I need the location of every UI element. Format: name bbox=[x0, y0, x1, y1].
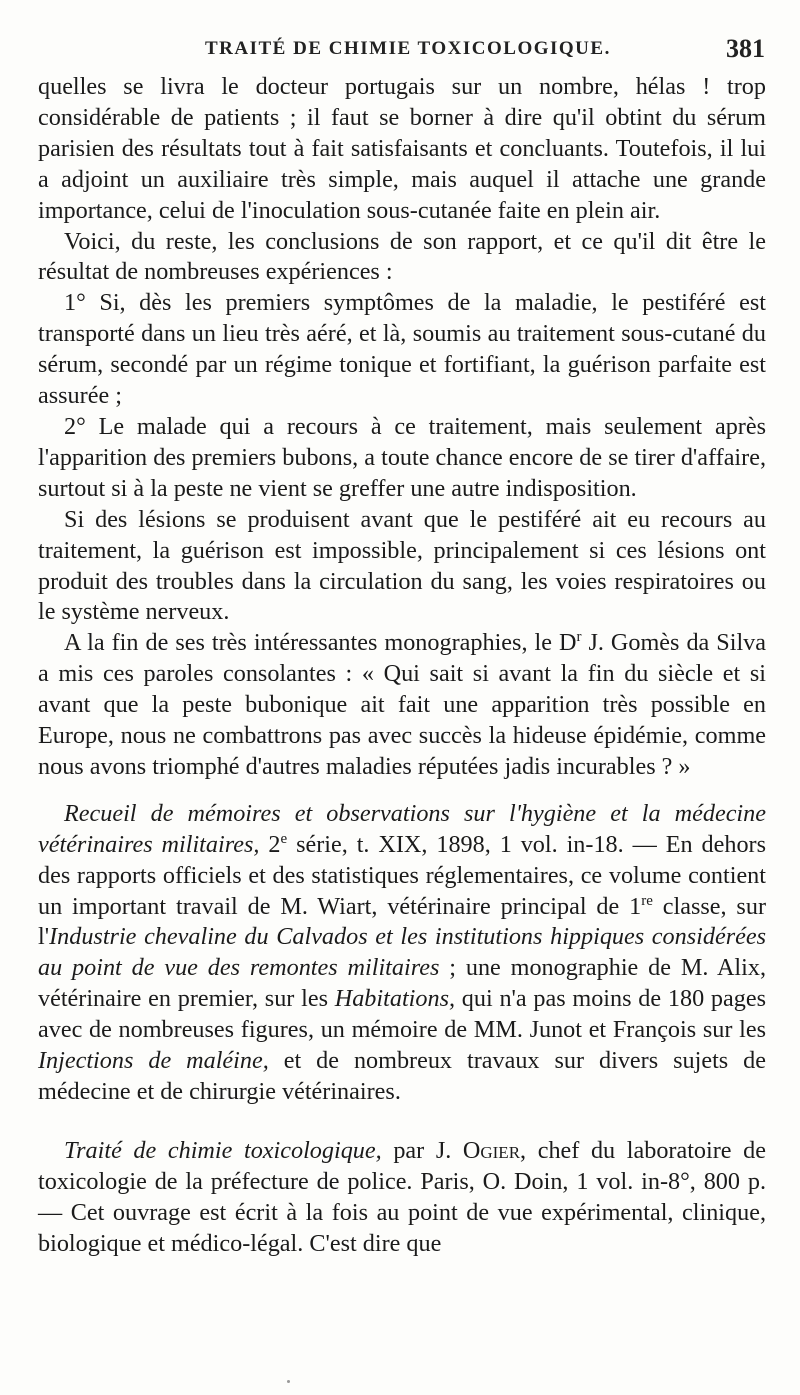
review-recueil-title: Recueil de mémoires et observations sur l'hygiène et la médecine vétérinaires militaires, bbox=[38, 799, 766, 858]
review-traite-title: Traité de chimie toxicologique, bbox=[64, 1136, 382, 1164]
review-recueil-text-d: et de nombreux travaux sur divers sujets de médecine et de chirurgie vétérinaires. bbox=[38, 1047, 766, 1105]
review-recueil bbox=[38, 799, 766, 1108]
class-sup: re bbox=[641, 892, 653, 909]
page-number: 381 bbox=[726, 34, 765, 63]
review-recueil-text-c: qui n'a pas moins de 180 pages avec de nombreuses figures, un mémoire de MM. Junot et François sur les bbox=[38, 985, 766, 1044]
page-header bbox=[40, 34, 765, 74]
paragraph-lesions: Si des lésions se produisent avant que le pestiféré ait eu recours au traitement, la guérison est impossible, principalement si ces lésions ont produit des troubles dans la circulation du sang, les voies respiratoires ou le système nerveux. bbox=[38, 505, 766, 626]
section-gap bbox=[38, 1108, 766, 1136]
paper-speck bbox=[287, 1380, 290, 1383]
review-recueil-text-a: classe, sur l' bbox=[38, 892, 766, 951]
review-recueil-series-a: 2 bbox=[259, 830, 281, 858]
quote-text-b: J. Gomès da Silva a mis ces paroles consolantes : « Qui sait si avant la fin du siècle et si avant que la peste bubonique ait fait une apparition très possible en Europe, nous ne combattrons pas avec succès la hideuse épidémie, comme nous avons triomphé d'autres maladies réputées jadis incurables ? » bbox=[38, 629, 767, 780]
review-traite-author: Ogier bbox=[462, 1136, 521, 1164]
paragraph-continuation: quelles se livra le docteur portugais sur un nombre, hélas ! trop considérable de patients ; il faut se borner à dire qu'il obtint du sérum parisien des résultats tout à fait satisfaisants et concluants. Toutefois, il lui a adjoint un auxiliaire très simple, mais auquel il attache une grande importance, celui de l'inoculation sous-cutanée faite en plein air. bbox=[38, 73, 766, 224]
paragraph-conclusion-2: 2° Le malade qui a recours à ce traitement, mais seulement après l'apparition des premiers bubons, a toute chance encore de se tirer d'affaire, surtout si à la peste ne vient se greffer une autre indisposition. bbox=[38, 412, 766, 502]
paragraph-gomes-quote bbox=[38, 628, 766, 783]
review-traite-text: , chef du laboratoire de toxicologie de la préfecture de police. Paris, O. Doin, 1 vol. in-8°, 800 p. — Cet ouvrage est écrit à la fois au point de vue expérimental, clinique, biologique et médico-légal. C'est dire que bbox=[38, 1136, 766, 1257]
series-sup: e bbox=[280, 830, 288, 847]
review-recueil-work-3: Injections de maléine, bbox=[38, 1047, 269, 1075]
review-traite-by: par J. bbox=[381, 1136, 463, 1164]
page-body bbox=[38, 72, 766, 1260]
doctor-abbrev-sup: r bbox=[576, 629, 582, 646]
review-recueil-text-b: ; une monographie de M. Alix, vétérinaire en premier, sur les bbox=[38, 954, 766, 1013]
paragraph-conclusions-intro: Voici, du reste, les conclusions de son rapport, et ce qu'il dit être le résultat de nombreuses expériences : bbox=[38, 227, 766, 286]
quote-text-a: A la fin de ses très intéressantes monographies, le D bbox=[64, 629, 577, 657]
paragraph-conclusion-1: 1° Si, dès les premiers symptômes de la maladie, le pestiféré est transporté dans un lieu très aéré, et là, soumis au traitement sous-cutané du sérum, secondé par un régime tonique et fortifiant, la guérison parfaite est assurée ; bbox=[38, 289, 766, 410]
section-gap bbox=[38, 783, 766, 799]
review-traite bbox=[38, 1136, 766, 1260]
running-head: TRAITÉ DE CHIMIE TOXICOLOGIQUE. bbox=[205, 38, 611, 59]
review-recueil-series-b: série, t. XIX, 1898, 1 vol. in-18. — En dehors des rapports officiels et des statistiques réglementaires, ce volume contient un important travail de M. Wiart, vétérinaire principal de 1 bbox=[38, 830, 767, 920]
review-recueil-work-2: Habitations, bbox=[334, 985, 456, 1013]
review-recueil-work-1: Industrie chevaline du Calvados et les institutions hippiques considérées au point de vue des remontes militaires bbox=[38, 923, 766, 982]
